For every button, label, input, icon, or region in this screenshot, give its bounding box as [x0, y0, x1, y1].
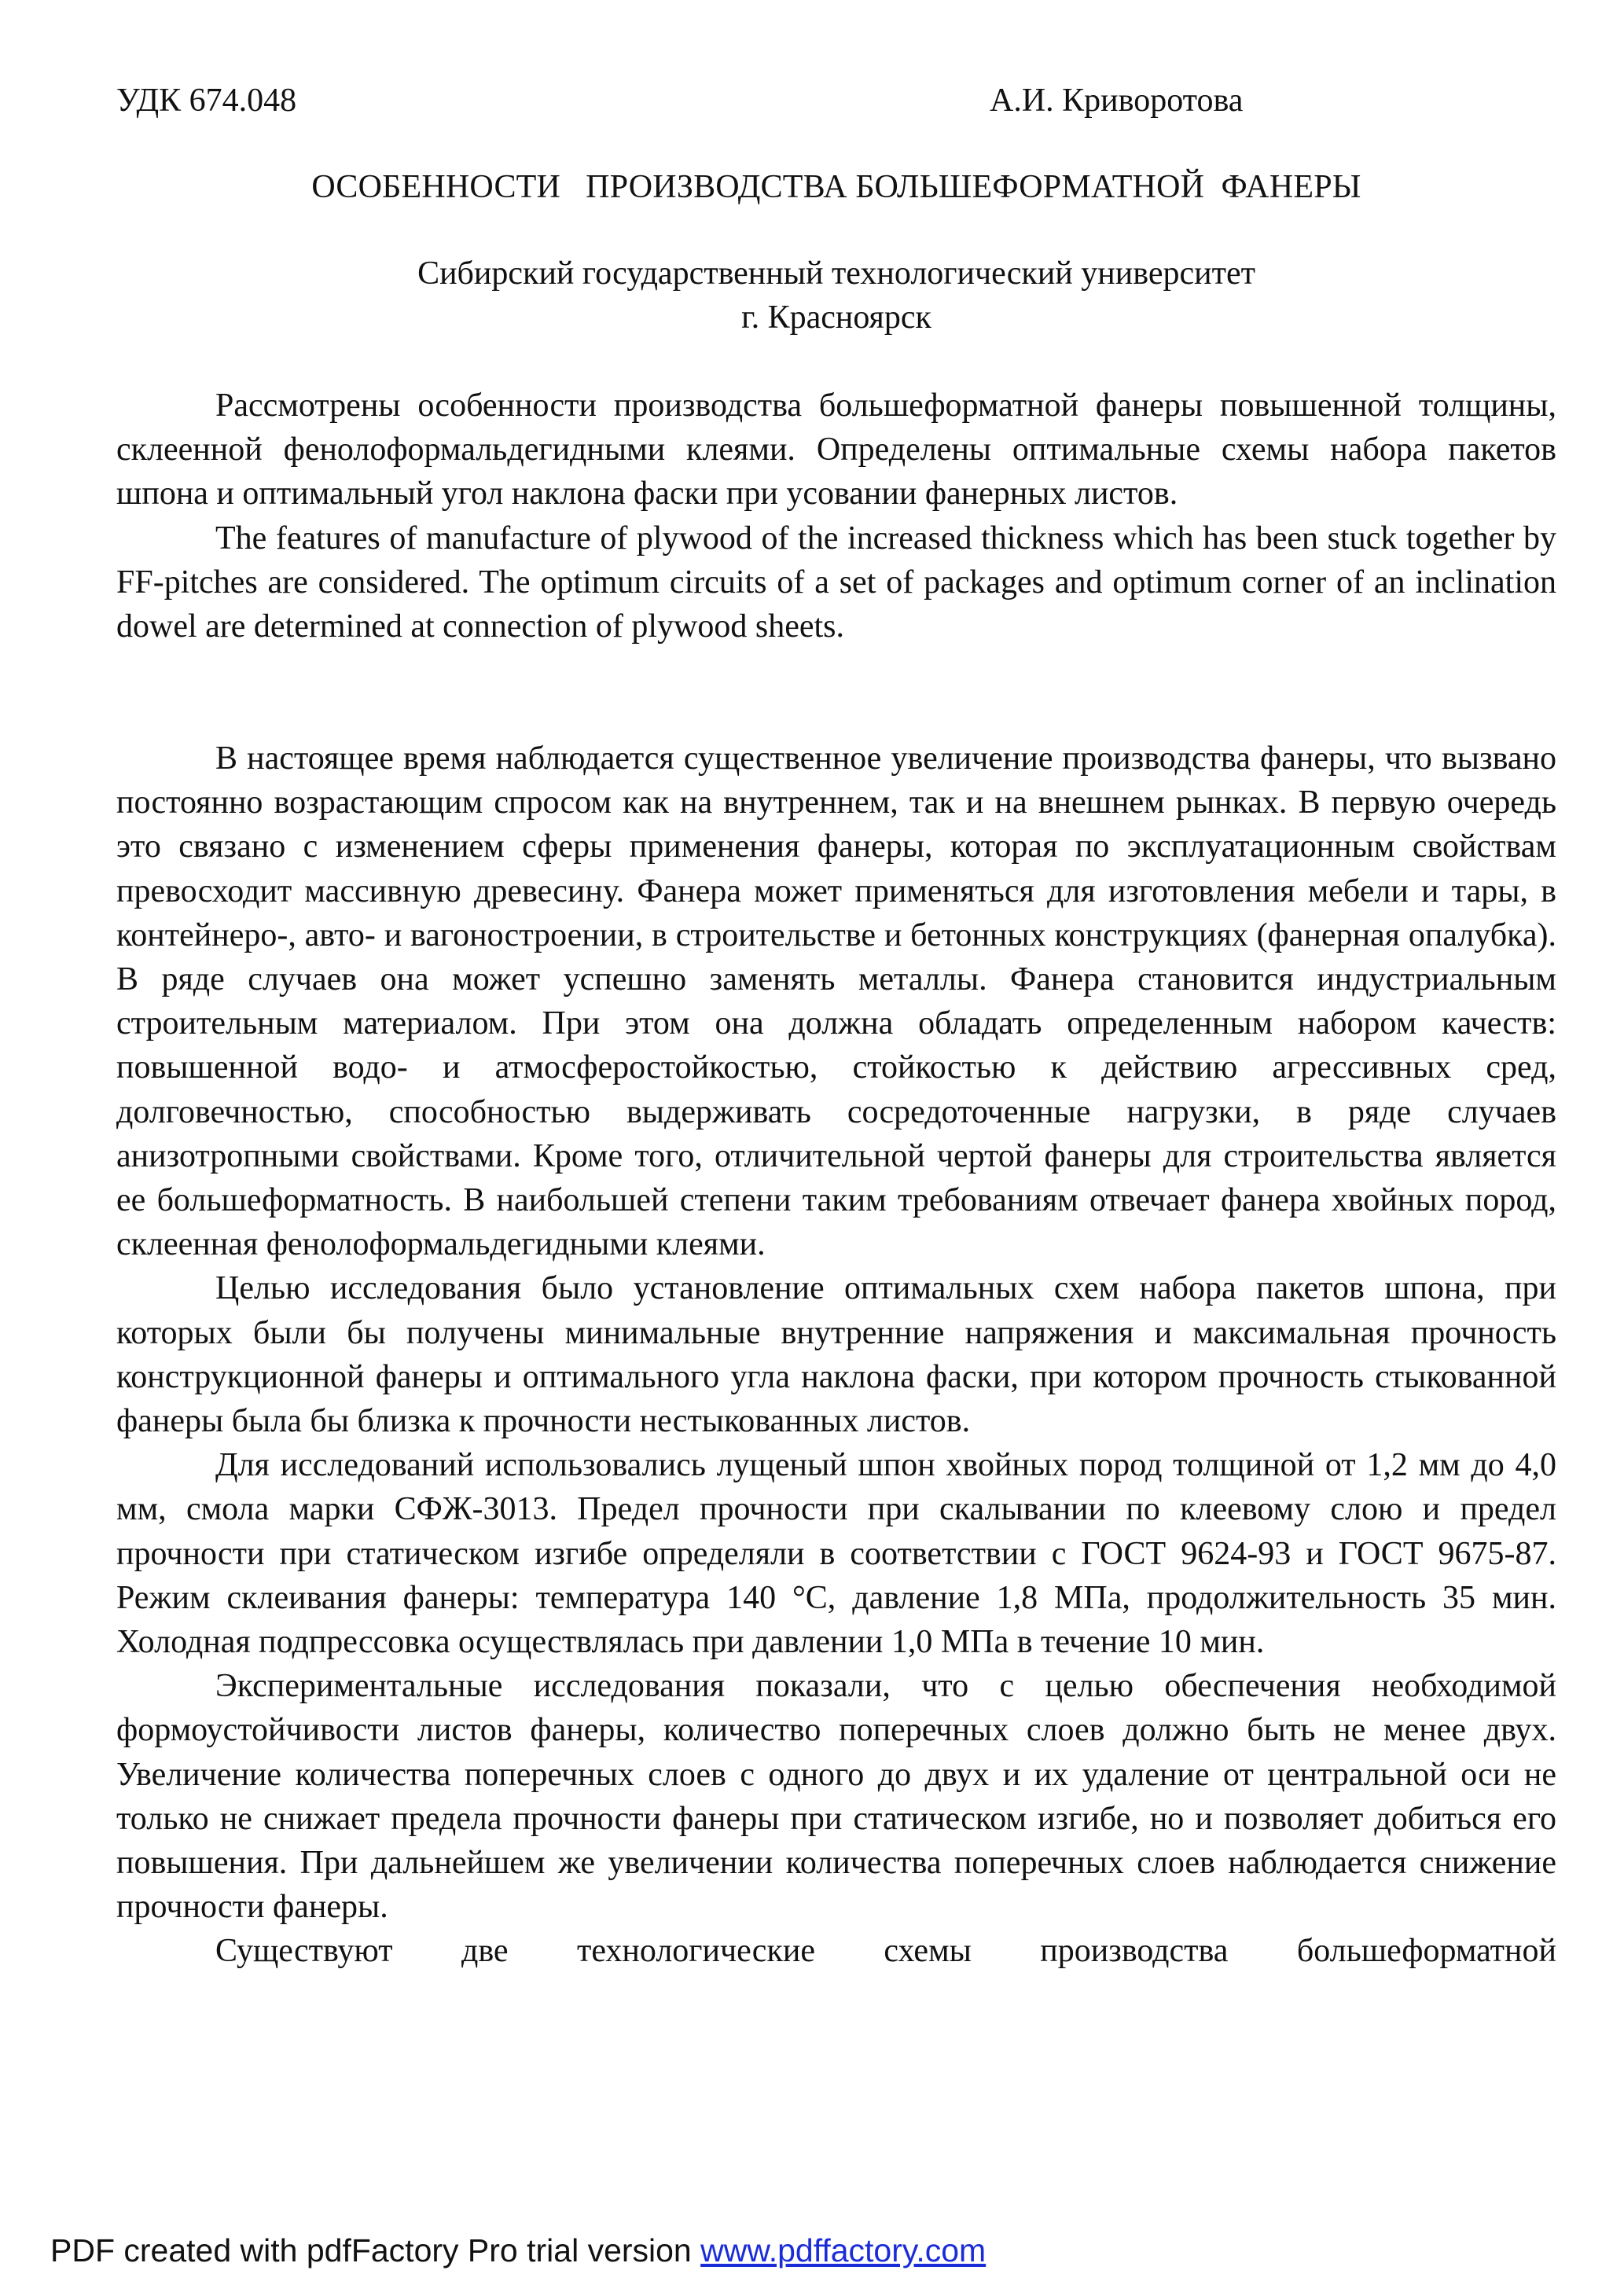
- footer-link[interactable]: www.pdffactory.com: [700, 2232, 987, 2268]
- author-name: А.И. Криворотова: [990, 83, 1244, 119]
- abstract-en: The features of manufacture of plywood of the increased thickness which has been stuck together by FF-pitches are considered. The optimum circuits of a set of packages and optimum corner of an inclination dowel are determined at connection of plywood sheets.: [116, 520, 1556, 645]
- affiliation-university: Сибирский государственный технологический университет: [417, 255, 1255, 292]
- abstract-ru: Рассмотрены особенности производства большеформатной фанеры повышенной толщины, склеенной фенолоформальдегидными клеями. Определены оптимальные схемы набора пакетов шпона и оптимальный угол наклона фаски при усовании фанерных листов.: [116, 388, 1556, 512]
- paragraph: Экспериментальные исследования показали, что с целью обеспечения необходимой формоустойчивости листов фанеры, количество поперечных слоев должно быть не менее двух. Увеличение количества поперечных слоев с одного до двух и их удаление от центральной оси не только не снижает предела прочности фанеры при статическом изгибе, но и позволяет добиться его повышения. При дальнейшем же увеличении количества поперечных слоев наблюдается снижение прочности фанеры.: [116, 1668, 1556, 1926]
- footer-text: PDF created with pdfFactory Pro trial version: [50, 2232, 701, 2268]
- affiliation: [116, 252, 1556, 340]
- paper-title: ОСОБЕННОСТИ ПРОИЗВОДСТВА БОЛЬШЕФОРМАТНОЙ ФАНЕРЫ: [311, 169, 1361, 205]
- affiliation-city: г. Красноярск: [741, 299, 931, 336]
- paragraph: Для исследований использовались лущеный шпон хвойных пород толщиной от 1,2 мм до 4,0 мм, смола марки СФЖ-3013. Предел прочности при скалывании по клеевому слою и предел прочности при статическом изгибе определяли в соответствии с ГОСТ 9624-93 и ГОСТ 9675-87. Режим склеивания фанеры: температура 140 °С, давление 1,8 МПа, продолжительность 35 мин. Холодная подпрессовка осуществлялась при давлении 1,0 МПа в течение 10 мин.: [116, 1447, 1556, 1661]
- udk-code: УДК 674.048: [116, 83, 297, 119]
- paragraph: Целью исследования было установление оптимальных схем набора пакетов шпона, при которых были бы получены минимальные внутренние напряжения и максимальная прочность конструкционной фанеры и оптимального угла наклона фаски, при котором прочность стыкованной фанеры была бы близка к прочности нестыкованных листов.: [116, 1270, 1556, 1440]
- abstract: [116, 384, 1556, 648]
- paragraph: Существуют две технологические схемы производства большеформатной: [215, 1933, 1556, 1970]
- pdf-footer-banner: [50, 2231, 986, 2270]
- main-text: [116, 737, 1556, 1974]
- paragraph: В настоящее время наблюдается существенное увеличение производства фанеры, что вызвано постоянно возрастающим спросом как на внутреннем, так и на внешнем рынках. В первую очередь это связано с изменением сферы применения фанеры, которая по эксплуатационным свойствам превосходит массивную древесину. Фанера может применяться для изготовления мебели и тары, в контейнеро-, авто- и вагоностроении, в строительстве и бетонных конструкциях (фанерная опалубка). В ряде случаев она может успешно заменять металлы. Фанера становится индустриальным строительным материалом. При этом она должна обладать определенным набором качеств: повышенной водо- и атмосферостойкостью, стойкостью к действию агрессивных сред, долговечностью, способностью выдерживать сосредоточенные нагрузки, в ряде случаев анизотропными свойствами. Кроме того, отличительной чертой фанеры для строительства является ее большеформатность. В наибольшей степени таким требованиям отвечает фанера хвойных пород, склеенная фенолоформальдегидными клеями.: [116, 740, 1556, 1263]
